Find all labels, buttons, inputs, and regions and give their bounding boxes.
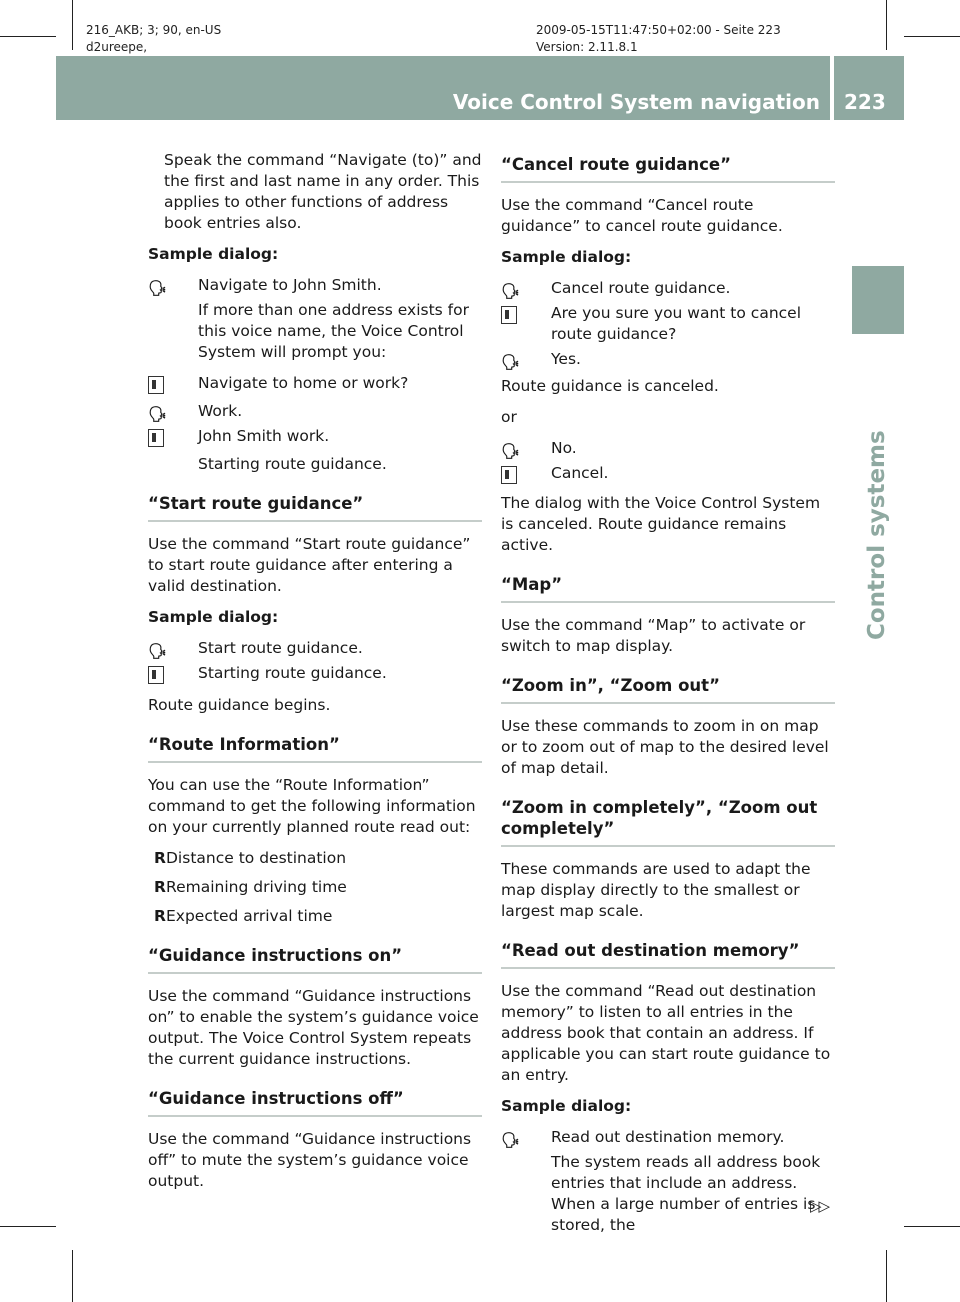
sample-dialog-label: Sample dialog: xyxy=(148,608,279,626)
sample-dialog-label: Sample dialog: xyxy=(148,245,279,263)
print-meta-left: 216_AKB; 3; 90, en-US d2ureepe, xyxy=(86,23,222,54)
list-item: R Expected arrival time xyxy=(154,907,333,925)
crop-mark xyxy=(886,1250,887,1302)
section-text: Use the command “Guidance instructions on” to enable the system’s guidance voice output. The Voice Control System repeats the current guidance instructions. xyxy=(148,987,479,1068)
section-text: The dialog with the Voice Control System is canceled. Route guidance remains active. xyxy=(501,494,821,554)
crop-mark xyxy=(904,36,960,37)
intro-text: Speak the command “Navigate (to)” and the first and last name in any order. This applies to other functions of address book entries also. xyxy=(164,151,482,232)
section-text: Route guidance begins. xyxy=(148,696,331,714)
crop-mark xyxy=(0,1226,56,1227)
section-heading: “Guidance instructions off” xyxy=(148,1088,482,1117)
dialog-note: If more than one address exists for this voice name, the Voice Control System will prompt you: xyxy=(198,301,469,361)
print-meta-right: 2009-05-15T11:47:50+02:00 - Seite 223 Version: 2.11.8.1 xyxy=(536,23,781,54)
crop-mark xyxy=(904,1226,960,1227)
list-item: R Remaining driving time xyxy=(154,878,347,896)
crop-mark xyxy=(72,0,73,50)
right-column xyxy=(501,150,835,1246)
section-heading: “Route Information” xyxy=(148,734,482,763)
dialog-line: Starting route guidance. xyxy=(148,663,482,687)
section-text: Use the command “Map” to activate or switch to map display. xyxy=(501,616,806,655)
continued-arrow-icon: ▷▷ xyxy=(810,1197,828,1215)
left-column xyxy=(148,150,482,1202)
speaking-person-icon: 🗣 xyxy=(501,353,521,371)
dialog-line: 🗣 Navigate to John Smith. xyxy=(148,276,382,297)
dialog-line: John Smith work. xyxy=(148,426,482,450)
crop-mark xyxy=(72,1250,73,1302)
speaker-icon xyxy=(501,306,517,324)
crop-mark xyxy=(886,0,887,50)
chapter-title: Voice Control System navigation xyxy=(452,90,820,114)
page-number: 223 xyxy=(844,90,886,114)
section-heading: “Map” xyxy=(501,574,835,603)
section-text: Use the command “Cancel route guidance” to cancel route guidance. xyxy=(501,196,783,235)
speaker-icon xyxy=(148,429,164,447)
speaker-icon xyxy=(148,666,164,684)
dialog-line: Cancel. xyxy=(501,463,835,487)
chapter-header-bar xyxy=(0,56,960,120)
dialog-line: 🗣 Work. xyxy=(148,402,243,423)
speaker-icon xyxy=(501,466,517,484)
speaking-person-icon: 🗣 xyxy=(501,442,521,460)
list-item: R Distance to destination xyxy=(154,849,347,867)
section-text: Use these commands to zoom in on map or to zoom out of map to the desired level of map detail. xyxy=(501,717,829,777)
dialog-line: 🗣 Read out destination memory. xyxy=(501,1128,785,1149)
sample-dialog-label: Sample dialog: xyxy=(501,248,632,266)
speaking-person-icon: 🗣 xyxy=(501,282,521,300)
section-heading: “Cancel route guidance” xyxy=(501,154,835,183)
section-heading: “Read out destination memory” xyxy=(501,940,835,969)
dialog-line: 🗣 Yes. xyxy=(501,350,581,371)
speaking-person-icon: 🗣 xyxy=(148,642,168,660)
dialog-note: Starting route guidance. xyxy=(198,455,387,473)
section-text: Use the command “Start route guidance” to start route guidance after entering a valid destination. xyxy=(148,535,471,595)
section-heading: “Zoom in completely”, “Zoom out completely” xyxy=(501,797,835,847)
speaking-person-icon: 🗣 xyxy=(148,405,168,423)
speaking-person-icon: 🗣 xyxy=(501,1131,521,1149)
speaking-person-icon: 🗣 xyxy=(148,279,168,297)
section-heading: “Start route guidance” xyxy=(148,493,482,522)
side-tab-marker xyxy=(852,266,904,334)
dialog-line: Navigate to home or work? xyxy=(148,373,482,397)
section-text: Use the command “Guidance instructions off” to mute the system’s guidance voice output. xyxy=(148,1130,472,1190)
dialog-line: 🗣 Start route guidance. xyxy=(148,639,363,660)
crop-mark xyxy=(0,36,56,37)
sample-dialog-label: Sample dialog: xyxy=(501,1097,632,1115)
speaker-icon xyxy=(148,376,164,394)
section-heading: “Zoom in”, “Zoom out” xyxy=(501,675,835,704)
section-text: Use the command “Read out destination memory” to listen to all entries in the address book that contain an address. If applicable you can start route guidance to an entry. xyxy=(501,982,831,1084)
section-text: Route guidance is canceled. xyxy=(501,377,719,395)
section-text: or xyxy=(501,408,517,426)
section-text: You can use the “Route Information” command to get the following information on your currently planned route read out: xyxy=(148,776,476,836)
dialog-note: The system reads all address book entries that include an address. When a large number of entries is stored, the xyxy=(551,1153,821,1234)
section-text: These commands are used to adapt the map display directly to the smallest or largest map scale. xyxy=(501,860,811,920)
dialog-line: Are you sure you want to cancel route guidance? xyxy=(501,303,835,345)
dialog-line: 🗣 No. xyxy=(501,439,577,460)
section-heading: “Guidance instructions on” xyxy=(148,945,482,974)
dialog-line: 🗣 Cancel route guidance. xyxy=(501,279,731,300)
